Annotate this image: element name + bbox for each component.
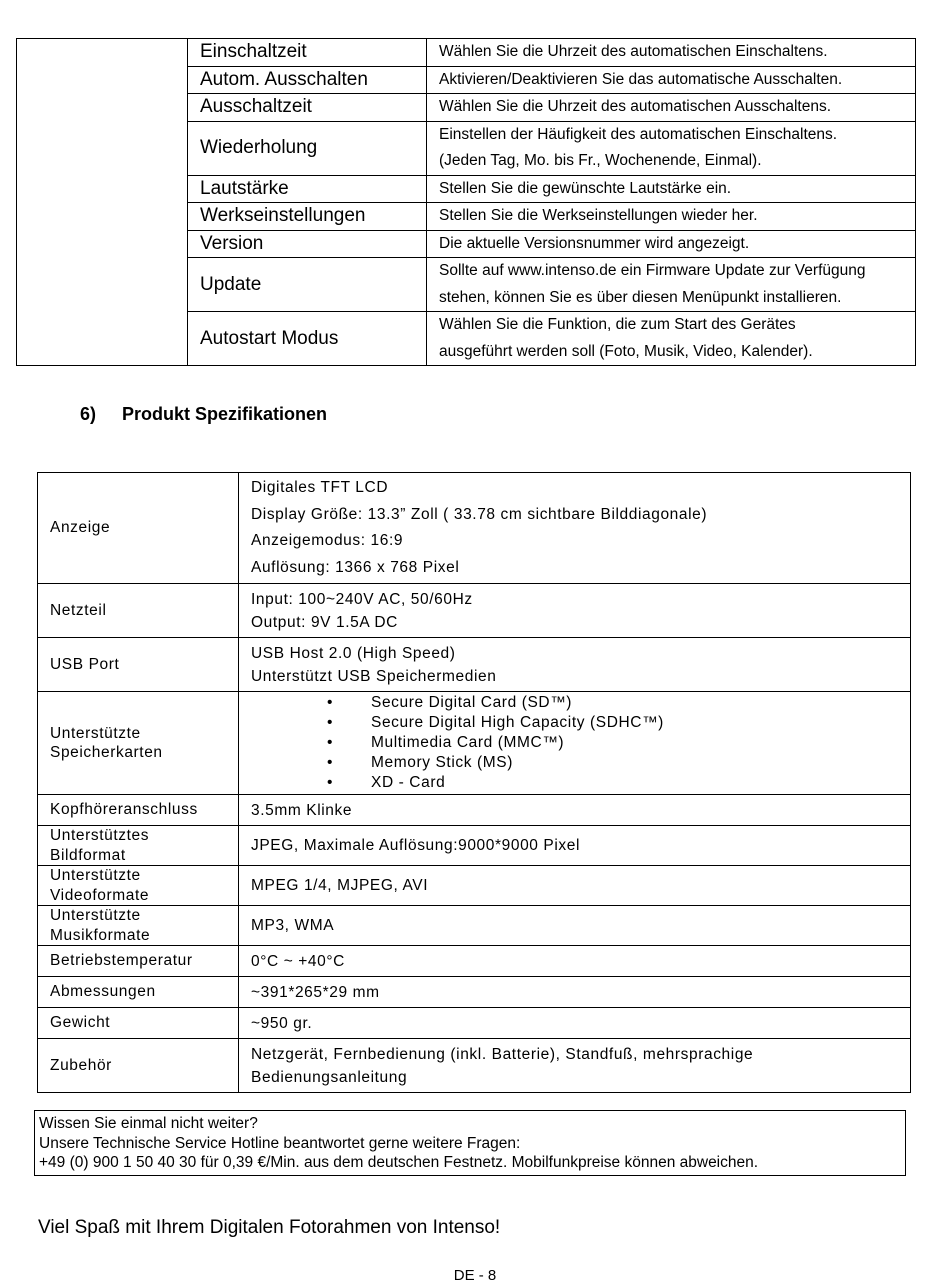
spec-label-temperatur: Betriebstemperatur	[38, 946, 239, 977]
setting-name: Version	[188, 230, 427, 258]
hotline-line: Unsere Technische Service Hotline beantwortet gerne weitere Fragen:	[39, 1134, 521, 1152]
setting-description	[427, 312, 916, 366]
settings-table	[16, 38, 916, 366]
setting-description	[427, 258, 916, 312]
setting-description-line: stehen, können Sie es über diesen Menüpunkt installieren.	[439, 288, 842, 306]
spec-line: Output: 9V 1.5A DC	[251, 613, 398, 631]
setting-name: Wiederholung	[188, 121, 427, 175]
spec-value-abmessungen: ~391*265*29 mm	[239, 977, 911, 1008]
setting-name: Lautstärke	[188, 175, 427, 203]
spec-label-abmessungen: Abmessungen	[38, 977, 239, 1008]
setting-description-line: Sollte auf www.intenso.de ein Firmware Update zur Verfügung	[439, 262, 866, 279]
spec-label-bildformat	[38, 826, 239, 866]
list-item: • Secure Digital High Capacity (SDHC™)	[239, 713, 910, 733]
spec-label-musikformate	[38, 906, 239, 946]
spec-value-kopfhoerer: 3.5mm Klinke	[239, 795, 911, 826]
spec-label-line: Bildformat	[50, 846, 126, 864]
list-item: • Secure Digital Card (SD™)	[239, 693, 910, 713]
section-heading	[80, 404, 327, 425]
spec-value-speicherkarten	[239, 692, 911, 795]
spec-label-gewicht: Gewicht	[38, 1008, 239, 1039]
spec-value-musikformate: MP3, WMA	[239, 906, 911, 946]
page-number: DE - 8	[453, 1267, 497, 1284]
setting-description-line: ausgeführt werden soll (Foto, Musik, Video, Kalender).	[439, 342, 813, 360]
spec-label-videoformate	[38, 866, 239, 906]
setting-description-line: Einstellen der Häufigkeit des automatischen Einschaltens.	[439, 125, 838, 143]
setting-name: Update	[188, 258, 427, 312]
spec-value-anzeige	[239, 473, 911, 584]
list-item: • XD - Card	[239, 773, 910, 793]
spec-label-line: Unterstützte	[50, 724, 141, 742]
setting-description: Stellen Sie die gewünschte Lautstärke ein.	[427, 175, 916, 203]
setting-description: Wählen Sie die Uhrzeit des automatischen Einschaltens.	[427, 39, 916, 67]
spec-label-line: Musikformate	[50, 926, 151, 944]
spec-line: Unterstützt USB Speichermedien	[251, 667, 497, 685]
spec-line: Bedienungsanleitung	[251, 1068, 408, 1086]
setting-description: Stellen Sie die Werkseinstellungen wieder her.	[427, 203, 916, 231]
setting-name: Einschaltzeit	[188, 39, 427, 67]
list-item: • Multimedia Card (MMC™)	[239, 733, 910, 753]
hotline-line: Wissen Sie einmal nicht weiter?	[39, 1115, 258, 1132]
spec-line: USB Host 2.0 (High Speed)	[251, 644, 456, 662]
list-item: • Memory Stick (MS)	[239, 753, 910, 773]
specifications-table	[37, 472, 911, 1093]
spec-value-gewicht: ~950 gr.	[239, 1008, 911, 1039]
memory-card-list	[239, 693, 910, 793]
spec-label-line: Unterstützte	[50, 867, 141, 884]
spec-label-usb-port: USB Port	[38, 638, 239, 692]
spec-label-speicherkarten	[38, 692, 239, 795]
spec-value-temperatur: 0°C ~ +40°C	[239, 946, 911, 977]
spec-value-videoformate: MPEG 1/4, MJPEG, AVI	[239, 866, 911, 906]
closing-text: Viel Spaß mit Ihrem Digitalen Fotorahmen von Intenso!	[38, 1217, 501, 1238]
spec-line: Display Größe: 13.3” Zoll ( 33.78 cm sichtbare Bilddiagonale)	[251, 505, 708, 523]
spec-label-anzeige: Anzeige	[38, 473, 239, 584]
hotline-line: +49 (0) 900 1 50 40 30 für 0,39 €/Min. aus dem deutschen Festnetz. Mobilfunkpreise können abweichen.	[39, 1154, 759, 1171]
setting-name: Werkseinstellungen	[188, 203, 427, 231]
spec-label-netzteil: Netzteil	[38, 584, 239, 638]
spec-line: Auflösung: 1366 x 768 Pixel	[251, 558, 460, 576]
spec-label-line: Videoformate	[50, 886, 150, 904]
setting-description: Die aktuelle Versionsnummer wird angezeigt.	[427, 230, 916, 258]
spec-value-zubehoer	[239, 1039, 911, 1093]
spec-line: Netzgerät, Fernbedienung (inkl. Batterie), Standfuß, mehrsprachige	[251, 1045, 754, 1063]
spec-value-netzteil	[239, 584, 911, 638]
spec-label-line: Speicherkarten	[50, 744, 163, 761]
spec-label-zubehoer: Zubehör	[38, 1039, 239, 1093]
setting-description-line: (Jeden Tag, Mo. bis Fr., Wochenende, Einmal).	[439, 152, 762, 169]
setting-name: Autostart Modus	[188, 312, 427, 366]
settings-blank-cell	[17, 39, 188, 366]
spec-label-line: Unterstütztes	[50, 827, 150, 844]
setting-name: Autom. Ausschalten	[188, 66, 427, 94]
spec-value-bildformat: JPEG, Maximale Auflösung:9000*9000 Pixel	[239, 826, 911, 866]
spec-line: Digitales TFT LCD	[251, 479, 389, 496]
spec-label-kopfhoerer: Kopfhöreranschluss	[38, 795, 239, 826]
setting-description	[427, 121, 916, 175]
spec-line: Anzeigemodus: 16:9	[251, 532, 404, 549]
section-number: 6)	[80, 404, 97, 424]
spec-line: Input: 100~240V AC, 50/60Hz	[251, 590, 473, 608]
section-title: Produkt Spezifikationen	[122, 404, 328, 424]
setting-description: Aktivieren/Deaktivieren Sie das automatische Ausschalten.	[427, 66, 916, 94]
setting-description: Wählen Sie die Uhrzeit des automatischen Ausschaltens.	[427, 94, 916, 122]
setting-description-line: Wählen Sie die Funktion, die zum Start des Gerätes	[439, 316, 796, 333]
spec-value-usb-port	[239, 638, 911, 692]
service-hotline-box	[34, 1110, 906, 1176]
spec-label-line: Unterstützte	[50, 907, 141, 924]
setting-name: Ausschaltzeit	[188, 94, 427, 122]
